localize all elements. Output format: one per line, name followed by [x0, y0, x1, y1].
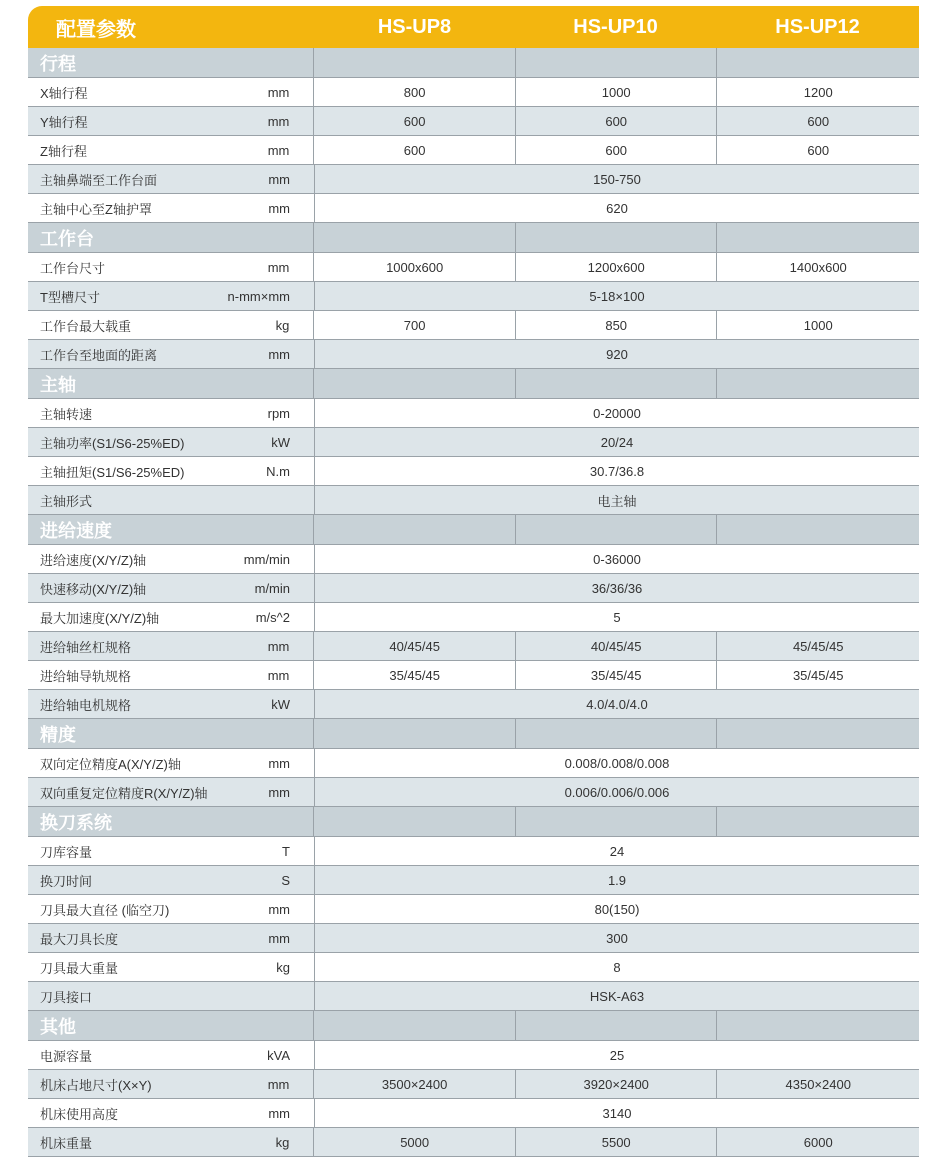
table-row [28, 632, 919, 661]
table-row [28, 603, 919, 632]
param-label: 刀具接口 [40, 989, 93, 1005]
value-cell-all-models: 80(150) [314, 895, 919, 923]
value-cell: 40/45/45 [313, 632, 515, 660]
section-title: 换刀系统 [40, 812, 112, 833]
value-cell-all-models: 5-18×100 [314, 282, 919, 310]
param-cell [28, 603, 314, 631]
value-cell: 700 [313, 311, 515, 339]
value-cell: 600 [313, 107, 515, 135]
table-row [28, 866, 919, 895]
param-label: 刀库容量 [40, 844, 93, 860]
param-cell [28, 78, 313, 106]
param-cell [28, 749, 314, 777]
param-label: Z轴行程 [40, 143, 87, 159]
param-cell [28, 953, 314, 981]
param-label: 主轴鼻端至工作台面 [40, 172, 158, 188]
param-unit: mm [267, 113, 290, 129]
table-row [28, 924, 919, 953]
param-label: 最大加速度(X/Y/Z)轴 [40, 610, 160, 626]
param-cell [28, 1070, 313, 1098]
table-row [28, 78, 919, 107]
table-row [28, 661, 919, 690]
param-unit: mm [268, 171, 290, 187]
section-header [28, 807, 919, 837]
value-cell: 5500 [515, 1128, 717, 1156]
param-cell [28, 253, 313, 281]
param-cell [28, 574, 314, 602]
param-unit: m/s^2 [255, 609, 290, 625]
param-cell [28, 107, 313, 135]
table-row [28, 545, 919, 574]
table-row [28, 574, 919, 603]
param-unit: rpm [267, 405, 290, 421]
param-unit: mm/min [243, 551, 290, 567]
param-cell [28, 457, 314, 485]
param-label: 工作台至地面的距离 [40, 347, 158, 363]
table-row [28, 311, 919, 340]
param-unit: mm [267, 638, 290, 654]
section-header [28, 369, 919, 399]
param-label: 快速移动(X/Y/Z)轴 [40, 581, 147, 597]
param-cell [28, 982, 314, 1010]
param-label: 工作台尺寸 [40, 260, 106, 276]
table-row [28, 107, 919, 136]
value-cell-all-models: 20/24 [314, 428, 919, 456]
table-row [28, 749, 919, 778]
param-unit: N.m [266, 463, 290, 479]
section-cell [515, 369, 717, 398]
value-cell-all-models: 电主轴 [314, 486, 919, 514]
section-cell [313, 1011, 515, 1040]
value-cell: 4350×2400 [716, 1070, 919, 1098]
value-cell: 850 [515, 311, 717, 339]
section-cell [313, 369, 515, 398]
value-cell-all-models: 3140 [314, 1099, 919, 1127]
table-row [28, 399, 919, 428]
section-cell [716, 369, 919, 398]
table-header [28, 6, 919, 48]
param-cell [28, 136, 313, 164]
table-row [28, 953, 919, 982]
param-unit: mm [268, 784, 290, 800]
param-cell [28, 486, 314, 514]
value-cell: 600 [515, 107, 717, 135]
value-cell-all-models: 0.008/0.008/0.008 [314, 749, 919, 777]
section-header [28, 1011, 919, 1041]
param-unit: kg [276, 959, 290, 975]
param-cell [28, 778, 314, 806]
value-cell-all-models: 0-20000 [314, 399, 919, 427]
param-unit: mm [268, 901, 290, 917]
section-cell [716, 515, 919, 544]
value-cell: 35/45/45 [716, 661, 919, 689]
param-unit: mm [268, 755, 290, 771]
section-cell [716, 1011, 919, 1040]
param-cell [28, 340, 314, 368]
table-row [28, 486, 919, 515]
table-row [28, 778, 919, 807]
param-cell [28, 545, 314, 573]
table-row [28, 253, 919, 282]
value-cell-all-models: 25 [314, 1041, 919, 1069]
param-label: 进给轴电机规格 [40, 697, 132, 713]
value-cell-all-models: 0-36000 [314, 545, 919, 573]
section-cell [716, 223, 919, 252]
section-header [28, 515, 919, 545]
value-cell: 40/45/45 [515, 632, 717, 660]
value-cell-all-models: 36/36/36 [314, 574, 919, 602]
value-cell-all-models: 4.0/4.0/4.0 [314, 690, 919, 718]
value-cell: 1000x600 [313, 253, 515, 281]
param-label: 工作台最大载重 [40, 318, 132, 334]
param-cell [28, 282, 314, 310]
table-row [28, 1041, 919, 1070]
param-unit: S [281, 872, 290, 888]
value-cell-all-models: 150-750 [314, 165, 919, 193]
param-cell [28, 194, 314, 222]
param-cell [28, 165, 314, 193]
value-cell: 1000 [515, 78, 717, 106]
param-label: 双向定位精度A(X/Y/Z)轴 [40, 756, 181, 772]
value-cell-all-models: 0.006/0.006/0.006 [314, 778, 919, 806]
section-title: 精度 [40, 724, 76, 745]
table-row [28, 895, 919, 924]
param-label: T型槽尺寸 [40, 289, 100, 305]
value-cell: 45/45/45 [716, 632, 919, 660]
value-cell: 600 [313, 136, 515, 164]
value-cell: 1400x600 [716, 253, 919, 281]
section-title: 行程 [40, 53, 76, 74]
value-cell-all-models: 620 [314, 194, 919, 222]
model-hs-up12: HS-UP12 [775, 15, 860, 38]
section-cell [716, 719, 919, 748]
table-row [28, 837, 919, 866]
section-title: 工作台 [40, 228, 94, 249]
table-row [28, 1099, 919, 1128]
param-cell [28, 866, 314, 894]
param-unit: mm [267, 142, 290, 158]
param-unit: kg [275, 1134, 290, 1150]
value-cell: 1000 [716, 311, 919, 339]
param-label: Y轴行程 [40, 114, 88, 130]
value-cell: 1200x600 [515, 253, 717, 281]
section-cell [515, 223, 717, 252]
param-unit: mm [268, 346, 290, 362]
section-cell [515, 1011, 717, 1040]
param-unit: kg [275, 317, 290, 333]
value-cell: 3500×2400 [313, 1070, 515, 1098]
section-title: 主轴 [40, 374, 76, 395]
param-unit: mm [267, 1076, 290, 1092]
param-label: 机床占地尺寸(X×Y) [40, 1077, 152, 1093]
section-cell [515, 807, 717, 836]
param-unit: mm [267, 259, 290, 275]
value-cell-all-models: 30.7/36.8 [314, 457, 919, 485]
param-unit: kW [271, 696, 290, 712]
param-unit: mm [267, 84, 290, 100]
param-cell [28, 311, 313, 339]
param-unit: T [282, 843, 290, 859]
param-label: 主轴扭矩(S1/S6-25%ED) [40, 464, 185, 480]
table-row [28, 428, 919, 457]
section-header [28, 48, 919, 78]
section-cell [515, 48, 717, 77]
table-row [28, 982, 919, 1011]
param-label: 主轴功率(S1/S6-25%ED) [40, 435, 185, 451]
value-cell: 3920×2400 [515, 1070, 717, 1098]
section-title: 其他 [40, 1016, 76, 1037]
value-cell: 5000 [313, 1128, 515, 1156]
param-label: 双向重复定位精度R(X/Y/Z)轴 [40, 785, 208, 801]
param-cell [28, 661, 313, 689]
section-cell [515, 515, 717, 544]
param-cell [28, 399, 314, 427]
param-label: 机床使用高度 [40, 1106, 119, 1122]
table-row [28, 165, 919, 194]
table-row [28, 340, 919, 369]
param-label: 刀具最大直径 (临空刀) [40, 902, 170, 918]
param-label: 进给轴导轨规格 [40, 668, 132, 684]
table-row [28, 1070, 919, 1099]
value-cell-all-models: 920 [314, 340, 919, 368]
value-cell-all-models: 24 [314, 837, 919, 865]
value-cell: 800 [313, 78, 515, 106]
table-row [28, 136, 919, 165]
param-cell [28, 1041, 314, 1069]
value-cell: 600 [515, 136, 717, 164]
section-cell [313, 719, 515, 748]
section-cell [313, 807, 515, 836]
param-cell [28, 1099, 314, 1127]
param-cell [28, 924, 314, 952]
param-label: 机床重量 [40, 1135, 93, 1151]
param-cell [28, 632, 313, 660]
param-label: 主轴中心至Z轴护罩 [40, 201, 152, 217]
section-cell [313, 515, 515, 544]
value-cell: 1200 [716, 78, 919, 106]
value-cell-all-models: HSK-A63 [314, 982, 919, 1010]
param-label: 主轴形式 [40, 493, 93, 509]
value-cell-all-models: 5 [314, 603, 919, 631]
value-cell: 35/45/45 [313, 661, 515, 689]
table-title: 配置参数 [56, 18, 136, 41]
value-cell: 6000 [716, 1128, 919, 1156]
section-cell [716, 48, 919, 77]
section-cell [515, 719, 717, 748]
section-header [28, 223, 919, 253]
param-label: 主轴转速 [40, 406, 93, 422]
value-cell-all-models: 1.9 [314, 866, 919, 894]
param-unit: m/min [254, 580, 290, 596]
section-header [28, 719, 919, 749]
param-unit: kW [271, 434, 290, 450]
param-unit: mm [268, 1105, 290, 1121]
param-cell [28, 1128, 313, 1156]
table-body [28, 48, 919, 1157]
param-unit: n-mm×mm [227, 288, 290, 304]
param-cell [28, 837, 314, 865]
param-label: X轴行程 [40, 85, 88, 101]
value-cell-all-models: 8 [314, 953, 919, 981]
value-cell: 600 [716, 136, 919, 164]
value-cell: 35/45/45 [515, 661, 717, 689]
table-row [28, 282, 919, 311]
param-cell [28, 428, 314, 456]
section-cell [716, 807, 919, 836]
param-label: 换刀时间 [40, 873, 93, 889]
param-unit: mm [268, 200, 290, 216]
spec-table [28, 6, 919, 1157]
section-title: 进给速度 [40, 520, 112, 541]
table-row [28, 1128, 919, 1157]
param-label: 最大刀具长度 [40, 931, 119, 947]
table-row [28, 457, 919, 486]
model-hs-up10: HS-UP10 [573, 15, 658, 38]
param-label: 刀具最大重量 [40, 960, 119, 976]
table-row [28, 690, 919, 719]
param-unit: mm [268, 930, 290, 946]
section-cell [313, 223, 515, 252]
model-hs-up8: HS-UP8 [377, 15, 452, 38]
param-label: 电源容量 [40, 1048, 93, 1064]
param-label: 进给轴丝杠规格 [40, 639, 132, 655]
param-label: 进给速度(X/Y/Z)轴 [40, 552, 147, 568]
param-cell [28, 690, 314, 718]
value-cell: 600 [716, 107, 919, 135]
param-unit: kVA [267, 1047, 290, 1063]
value-cell-all-models: 300 [314, 924, 919, 952]
section-cell [313, 48, 515, 77]
param-cell [28, 895, 314, 923]
table-row [28, 194, 919, 223]
param-unit: mm [267, 667, 290, 683]
